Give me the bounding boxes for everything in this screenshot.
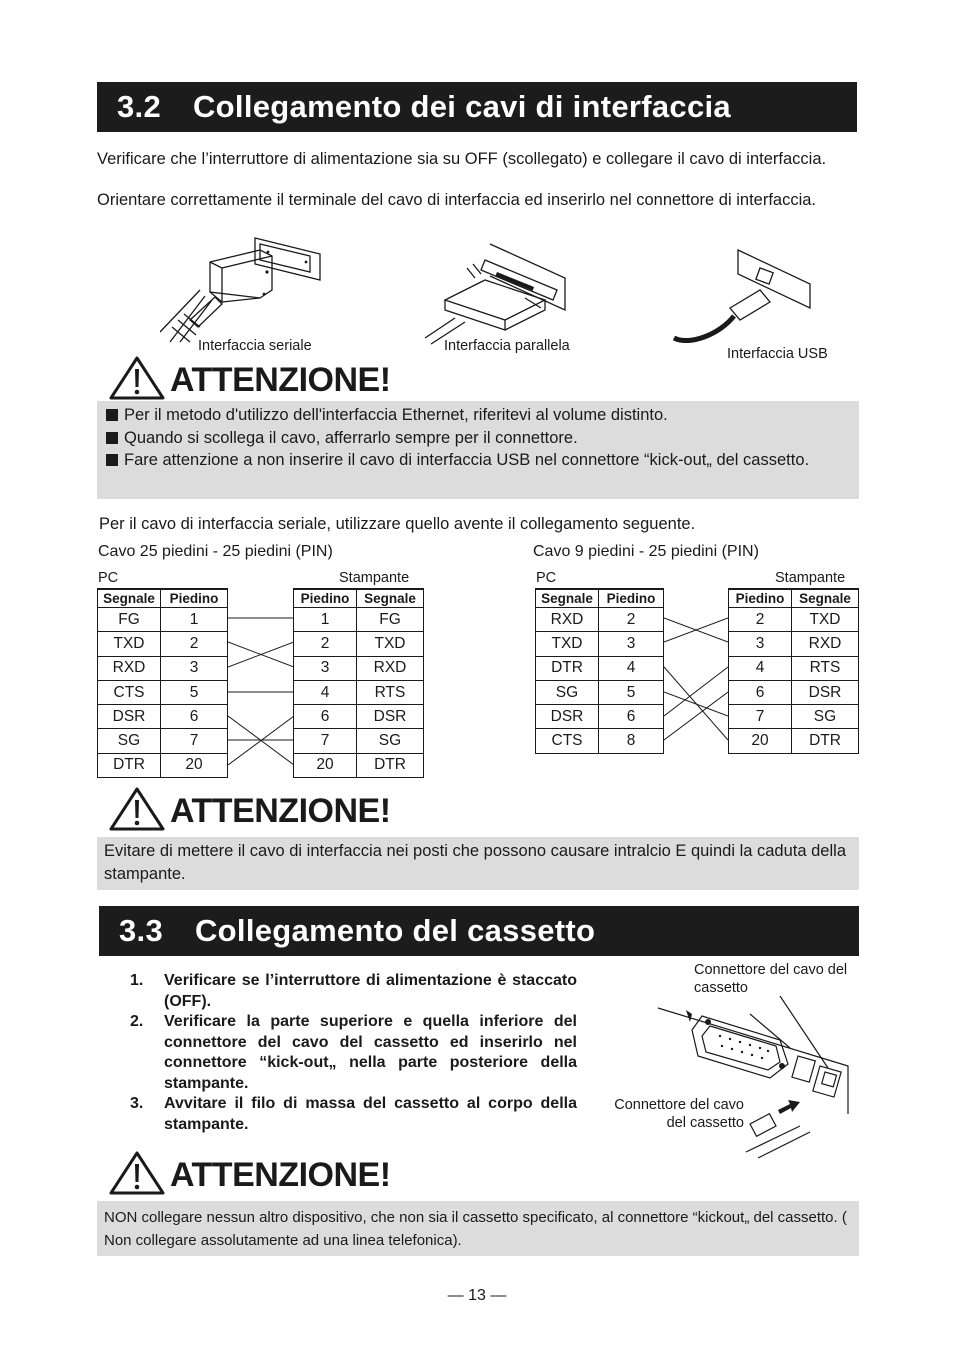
cable9-wiring-diagram [664, 606, 728, 754]
warning-text: Evitare di mettere il cavo di interfaccia nei posti che possono causare intralcio E quindi la caduta della stampante. [104, 842, 846, 883]
table-row: 4 RTS [729, 656, 859, 680]
warning-box-3 [97, 1201, 859, 1256]
list-item: 3. Avvitare il filo di massa del cassetto al corpo della stampante. [130, 1095, 577, 1133]
warning-title: ATTENZIONE! [170, 361, 391, 399]
table-row: CTS 5 [98, 680, 228, 704]
intro-paragraph-2: Orientare correttamente il terminale del cavo di interfaccia ed inserirlo nel connettore di interfaccia. [97, 191, 817, 209]
table-row: 7 SG [294, 729, 424, 753]
table-row: 1 FG [294, 608, 424, 632]
warning-bullet: Quando si scollega il cavo, afferrarlo sempre per il connettore. [97, 427, 849, 450]
table-row: DSR 6 [98, 705, 228, 729]
table-row: RXD 2 [536, 608, 664, 632]
warning-box-2 [97, 837, 859, 890]
table-row: 6 DSR [294, 705, 424, 729]
usb-interface-caption: Interfaccia USB [727, 346, 828, 362]
cable25-wiring-diagram [228, 606, 294, 778]
warning-title: ATTENZIONE! [170, 792, 391, 830]
parallel-interface-illustration [415, 238, 575, 346]
cable25-pc-table: Segnale Piedino FG 1 TXD 2 RXD 3 CTS 5 DSR 6 SG 7 DTR 20 [97, 588, 228, 778]
table-row: DTR 4 [536, 656, 664, 680]
table-row: 3 RXD [729, 632, 859, 656]
drawer-connection-illustration [650, 996, 860, 1161]
section-number: 3.3 [119, 913, 163, 948]
serial-interface-caption: Interfaccia seriale [198, 338, 312, 354]
list-item: 2. Verificare la parte superiore e quella inferiore del connettore del cavo del cassetto ed inserirlo nel connettore “kick-out„ nella parte posteriore della stampante. [130, 1013, 577, 1092]
table-row: DTR 20 [98, 753, 228, 777]
warning-text: NON collegare nessun altro dispositivo, che non sia il cassetto specificato, al connettore “kickout„ del cassetto. ( Non collegare assolutamente ad una linea telefonica). [104, 1209, 847, 1249]
drawer-connector-label-top: Connettore del cavo del cassetto [694, 962, 848, 996]
section-number: 3.2 [117, 89, 161, 124]
table-row: 6 DSR [729, 680, 859, 704]
cable9-title: Cavo 9 piedini - 25 piedini (PIN) [533, 543, 759, 560]
table-row: CTS 8 [536, 729, 664, 753]
table-row: 2 TXD [729, 608, 859, 632]
table-row: 20 DTR [294, 753, 424, 777]
page-number: — 13 — [447, 1287, 507, 1304]
table-row: 7 SG [729, 705, 859, 729]
intro-paragraph-1: Verificare che l’interruttore di alimentazione sia su OFF (scollegato) e collegare il cavo di interfaccia. [97, 150, 827, 168]
warning-bullet: Fare attenzione a non inserire il cavo di interfaccia USB nel connettore “kick-out„ del cassetto. [97, 449, 849, 472]
table-row: 20 DTR [729, 729, 859, 753]
parallel-interface-caption: Interfaccia parallela [444, 338, 570, 354]
serial-cable-intro: Per il cavo di interfaccia seriale, utilizzare quello avente il collegamento seguente. [99, 515, 696, 533]
table-row: 3 RXD [294, 656, 424, 680]
cable25-pc-label: PC [98, 570, 119, 586]
table-row: SG 5 [536, 680, 664, 704]
cable25-title: Cavo 25 piedini - 25 piedini (PIN) [98, 543, 333, 560]
section-title-3-2 [97, 82, 857, 132]
warning-triangle-icon [108, 355, 166, 401]
warning-bullet: Per il metodo d'utilizzo dell'interfaccia Ethernet, riferitevi al volume distinto. [97, 404, 849, 427]
cable25-printer-label: Stampante [339, 570, 410, 586]
serial-interface-illustration [160, 232, 330, 350]
cable9-pc-table: Segnale Piedino RXD 2 TXD 3 DTR 4 SG 5 DSR 6 CTS 8 [535, 588, 664, 754]
table-row: 2 TXD [294, 632, 424, 656]
section-title-text: Collegamento dei cavi di interfaccia [193, 89, 731, 124]
step-list [130, 971, 577, 1135]
table-row: TXD 3 [536, 632, 664, 656]
cable25-printer-table: Piedino Segnale 1 FG 2 TXD 3 RXD 4 RTS 6 DSR 7 SG 20 DTR [293, 588, 424, 778]
table-row: TXD 2 [98, 632, 228, 656]
warning-title: ATTENZIONE! [170, 1156, 391, 1194]
table-row: 4 RTS [294, 680, 424, 704]
cable9-printer-label: Stampante [775, 570, 846, 586]
table-row: SG 7 [98, 729, 228, 753]
warning-triangle-icon [108, 1150, 166, 1196]
warning-box-1 [97, 401, 859, 499]
cable9-printer-table: Piedino Segnale 2 TXD 3 RXD 4 RTS 6 DSR 7 SG 20 DTR [728, 588, 859, 754]
cable9-pc-label: PC [536, 570, 557, 586]
section-title-text: Collegamento del cassetto [195, 913, 596, 948]
list-item: 1. Verificare se l’interruttore di alimentazione è staccato (OFF). [130, 972, 577, 1010]
usb-interface-illustration [670, 246, 840, 350]
warning-triangle-icon [108, 786, 166, 832]
table-row: FG 1 [98, 608, 228, 632]
table-row: RXD 3 [98, 656, 228, 680]
table-row: DSR 6 [536, 705, 664, 729]
section-title-3-3 [99, 906, 859, 956]
drawer-connector-label-bottom: Connettore del cavo del cassetto [614, 1097, 744, 1131]
